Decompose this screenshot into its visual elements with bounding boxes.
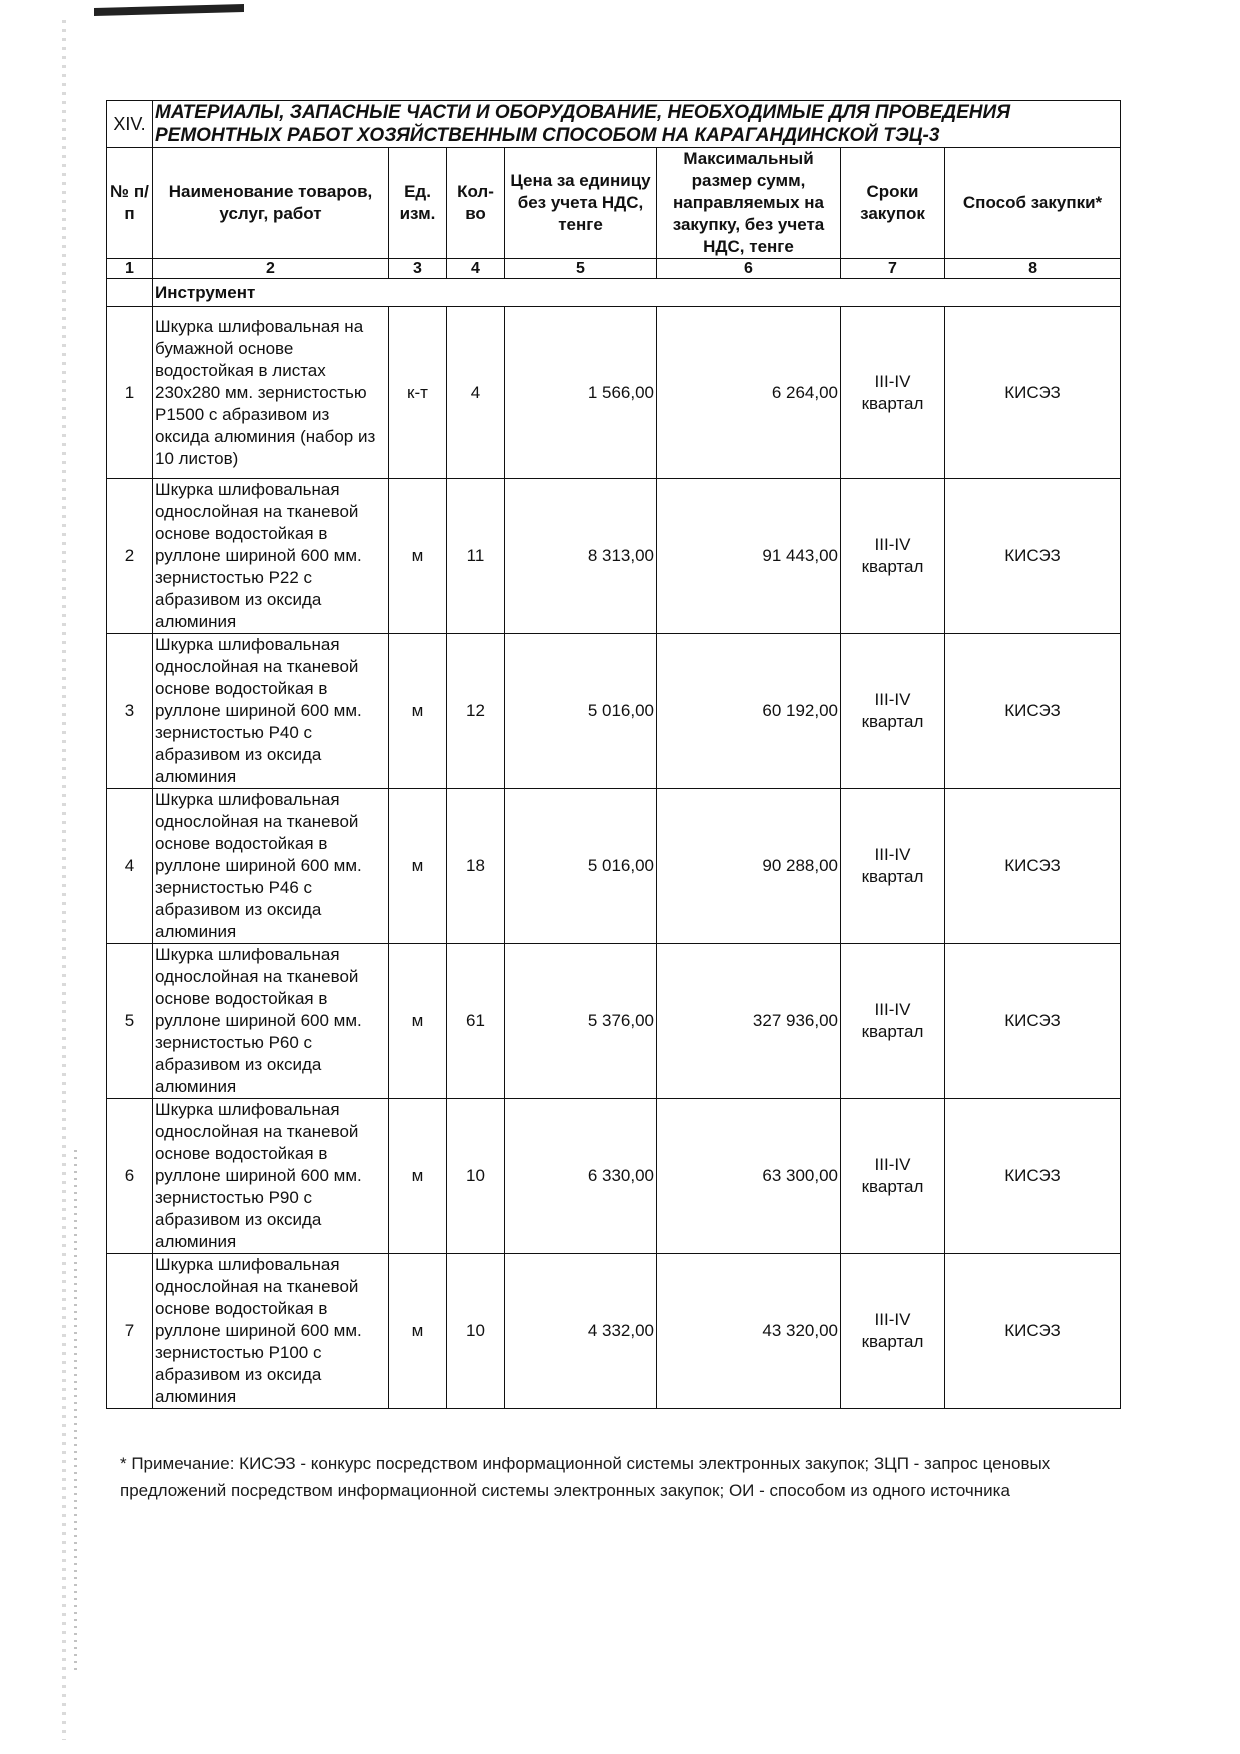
item-max-sum: 90 288,00: [657, 789, 841, 944]
item-method: КИСЭЗ: [945, 1099, 1121, 1254]
item-price: 1 566,00: [505, 307, 657, 479]
column-number: 7: [841, 259, 945, 279]
table-body: [107, 307, 1121, 1409]
item-max-sum: 60 192,00: [657, 634, 841, 789]
row-number: 7: [107, 1254, 153, 1409]
scan-artifact: [62, 20, 66, 1740]
column-number: 1: [107, 259, 153, 279]
item-name: Шкурка шлифовальная однослойная на тканевой основе водостойкая в руллоне шириной 600 мм. зернистостью Р60 с абразивом из оксида алюминия: [153, 944, 389, 1099]
item-period: III-IV квартал: [841, 307, 945, 479]
item-name: Шкурка шлифовальная однослойная на тканевой основе водостойкая в руллоне шириной 600 мм. зернистостью Р46 с абразивом из оксида алюминия: [153, 789, 389, 944]
item-price: 5 376,00: [505, 944, 657, 1099]
item-price: 6 330,00: [505, 1099, 657, 1254]
section-number: XIV.: [107, 101, 153, 148]
table-row: [107, 479, 1121, 634]
scan-artifact: [94, 4, 244, 16]
item-name: Шкурка шлифовальная однослойная на тканевой основе водостойкая в руллоне шириной 600 мм. зернистостью Р22 с абразивом из оксида алюминия: [153, 479, 389, 634]
item-method: КИСЭЗ: [945, 944, 1121, 1099]
item-period: III-IV квартал: [841, 1099, 945, 1254]
item-quantity: 12: [447, 634, 505, 789]
column-number: 2: [153, 259, 389, 279]
header-method: Способ закупки*: [945, 148, 1121, 259]
item-method: КИСЭЗ: [945, 634, 1121, 789]
header-period: Сроки закупок: [841, 148, 945, 259]
item-max-sum: 6 264,00: [657, 307, 841, 479]
item-max-sum: 43 320,00: [657, 1254, 841, 1409]
item-quantity: 11: [447, 479, 505, 634]
footnote: * Примечание: КИСЭЗ - конкурс посредством информационной системы электронных закупок; ЗЦП - запрос ценовых предложений посредством информационной системы электронных закупок; ОИ - способом из одного источника: [120, 1454, 1051, 1500]
item-period: III-IV квартал: [841, 479, 945, 634]
column-number: 6: [657, 259, 841, 279]
item-unit: м: [389, 479, 447, 634]
column-number: 3: [389, 259, 447, 279]
item-max-sum: 91 443,00: [657, 479, 841, 634]
table-row: [107, 307, 1121, 479]
item-max-sum: 63 300,00: [657, 1099, 841, 1254]
table-row: [107, 944, 1121, 1099]
item-price: 5 016,00: [505, 789, 657, 944]
item-quantity: 4: [447, 307, 505, 479]
column-number: 8: [945, 259, 1121, 279]
item-period: III-IV квартал: [841, 944, 945, 1099]
section-header-row: [107, 101, 1121, 148]
header-qty: Кол-во: [447, 148, 505, 259]
header-num: № п/п: [107, 148, 153, 259]
item-method: КИСЭЗ: [945, 789, 1121, 944]
item-method: КИСЭЗ: [945, 307, 1121, 479]
procurement-table: [106, 100, 1121, 1409]
row-number: 6: [107, 1099, 153, 1254]
item-method: КИСЭЗ: [945, 1254, 1121, 1409]
header-unit: Ед. изм.: [389, 148, 447, 259]
item-quantity: 10: [447, 1254, 505, 1409]
header-price: Цена за единицу без учета НДС, тенге: [505, 148, 657, 259]
table-row: [107, 1099, 1121, 1254]
item-quantity: 10: [447, 1099, 505, 1254]
item-price: 4 332,00: [505, 1254, 657, 1409]
item-unit: м: [389, 1254, 447, 1409]
item-unit: к-т: [389, 307, 447, 479]
row-number: 4: [107, 789, 153, 944]
item-name: Шкурка шлифовальная на бумажной основе водостойкая в листах 230х280 мм. зернистостью Р1500 с абразивом из оксида алюминия (набор из 10 листов): [153, 307, 389, 479]
column-header-row: [107, 148, 1121, 259]
header-name: Наименование товаров, услуг, работ: [153, 148, 389, 259]
item-period: III-IV квартал: [841, 1254, 945, 1409]
item-price: 5 016,00: [505, 634, 657, 789]
item-unit: м: [389, 634, 447, 789]
table-row: [107, 1254, 1121, 1409]
header-max-sum: Максимальный размер сумм, направляемых на закупку, без учета НДС, тенге: [657, 148, 841, 259]
item-name: Шкурка шлифовальная однослойная на тканевой основе водостойкая в руллоне шириной 600 мм. зернистостью Р40 с абразивом из оксида алюминия: [153, 634, 389, 789]
table-row: [107, 789, 1121, 944]
row-number: 1: [107, 307, 153, 479]
table-row: [107, 634, 1121, 789]
group-row-spacer: [107, 279, 153, 307]
column-number: 4: [447, 259, 505, 279]
item-price: 8 313,00: [505, 479, 657, 634]
row-number: 3: [107, 634, 153, 789]
column-number-row: [107, 259, 1121, 279]
item-method: КИСЭЗ: [945, 479, 1121, 634]
item-name: Шкурка шлифовальная однослойная на тканевой основе водостойкая в руллоне шириной 600 мм. зернистостью Р90 с абразивом из оксида алюминия: [153, 1099, 389, 1254]
item-quantity: 18: [447, 789, 505, 944]
column-number: 5: [505, 259, 657, 279]
scan-artifact: [74, 1150, 77, 1670]
item-period: III-IV квартал: [841, 634, 945, 789]
group-label: Инструмент: [153, 279, 1121, 307]
item-unit: м: [389, 944, 447, 1099]
item-quantity: 61: [447, 944, 505, 1099]
row-number: 2: [107, 479, 153, 634]
item-unit: м: [389, 789, 447, 944]
group-row: [107, 279, 1121, 307]
item-unit: м: [389, 1099, 447, 1254]
item-period: III-IV квартал: [841, 789, 945, 944]
section-title: МАТЕРИАЛЫ, ЗАПАСНЫЕ ЧАСТИ И ОБОРУДОВАНИЕ, НЕОБХОДИМЫЕ ДЛЯ ПРОВЕДЕНИЯ РЕМОНТНЫХ РАБОТ ХОЗЯЙСТВЕННЫМ СПОСОБОМ НА КАРАГАНДИНСКОЙ ТЭЦ-3: [153, 101, 1121, 148]
item-name: Шкурка шлифовальная однослойная на тканевой основе водостойкая в руллоне шириной 600 мм. зернистостью Р100 с абразивом из оксида алюминия: [153, 1254, 389, 1409]
item-max-sum: 327 936,00: [657, 944, 841, 1099]
row-number: 5: [107, 944, 153, 1099]
